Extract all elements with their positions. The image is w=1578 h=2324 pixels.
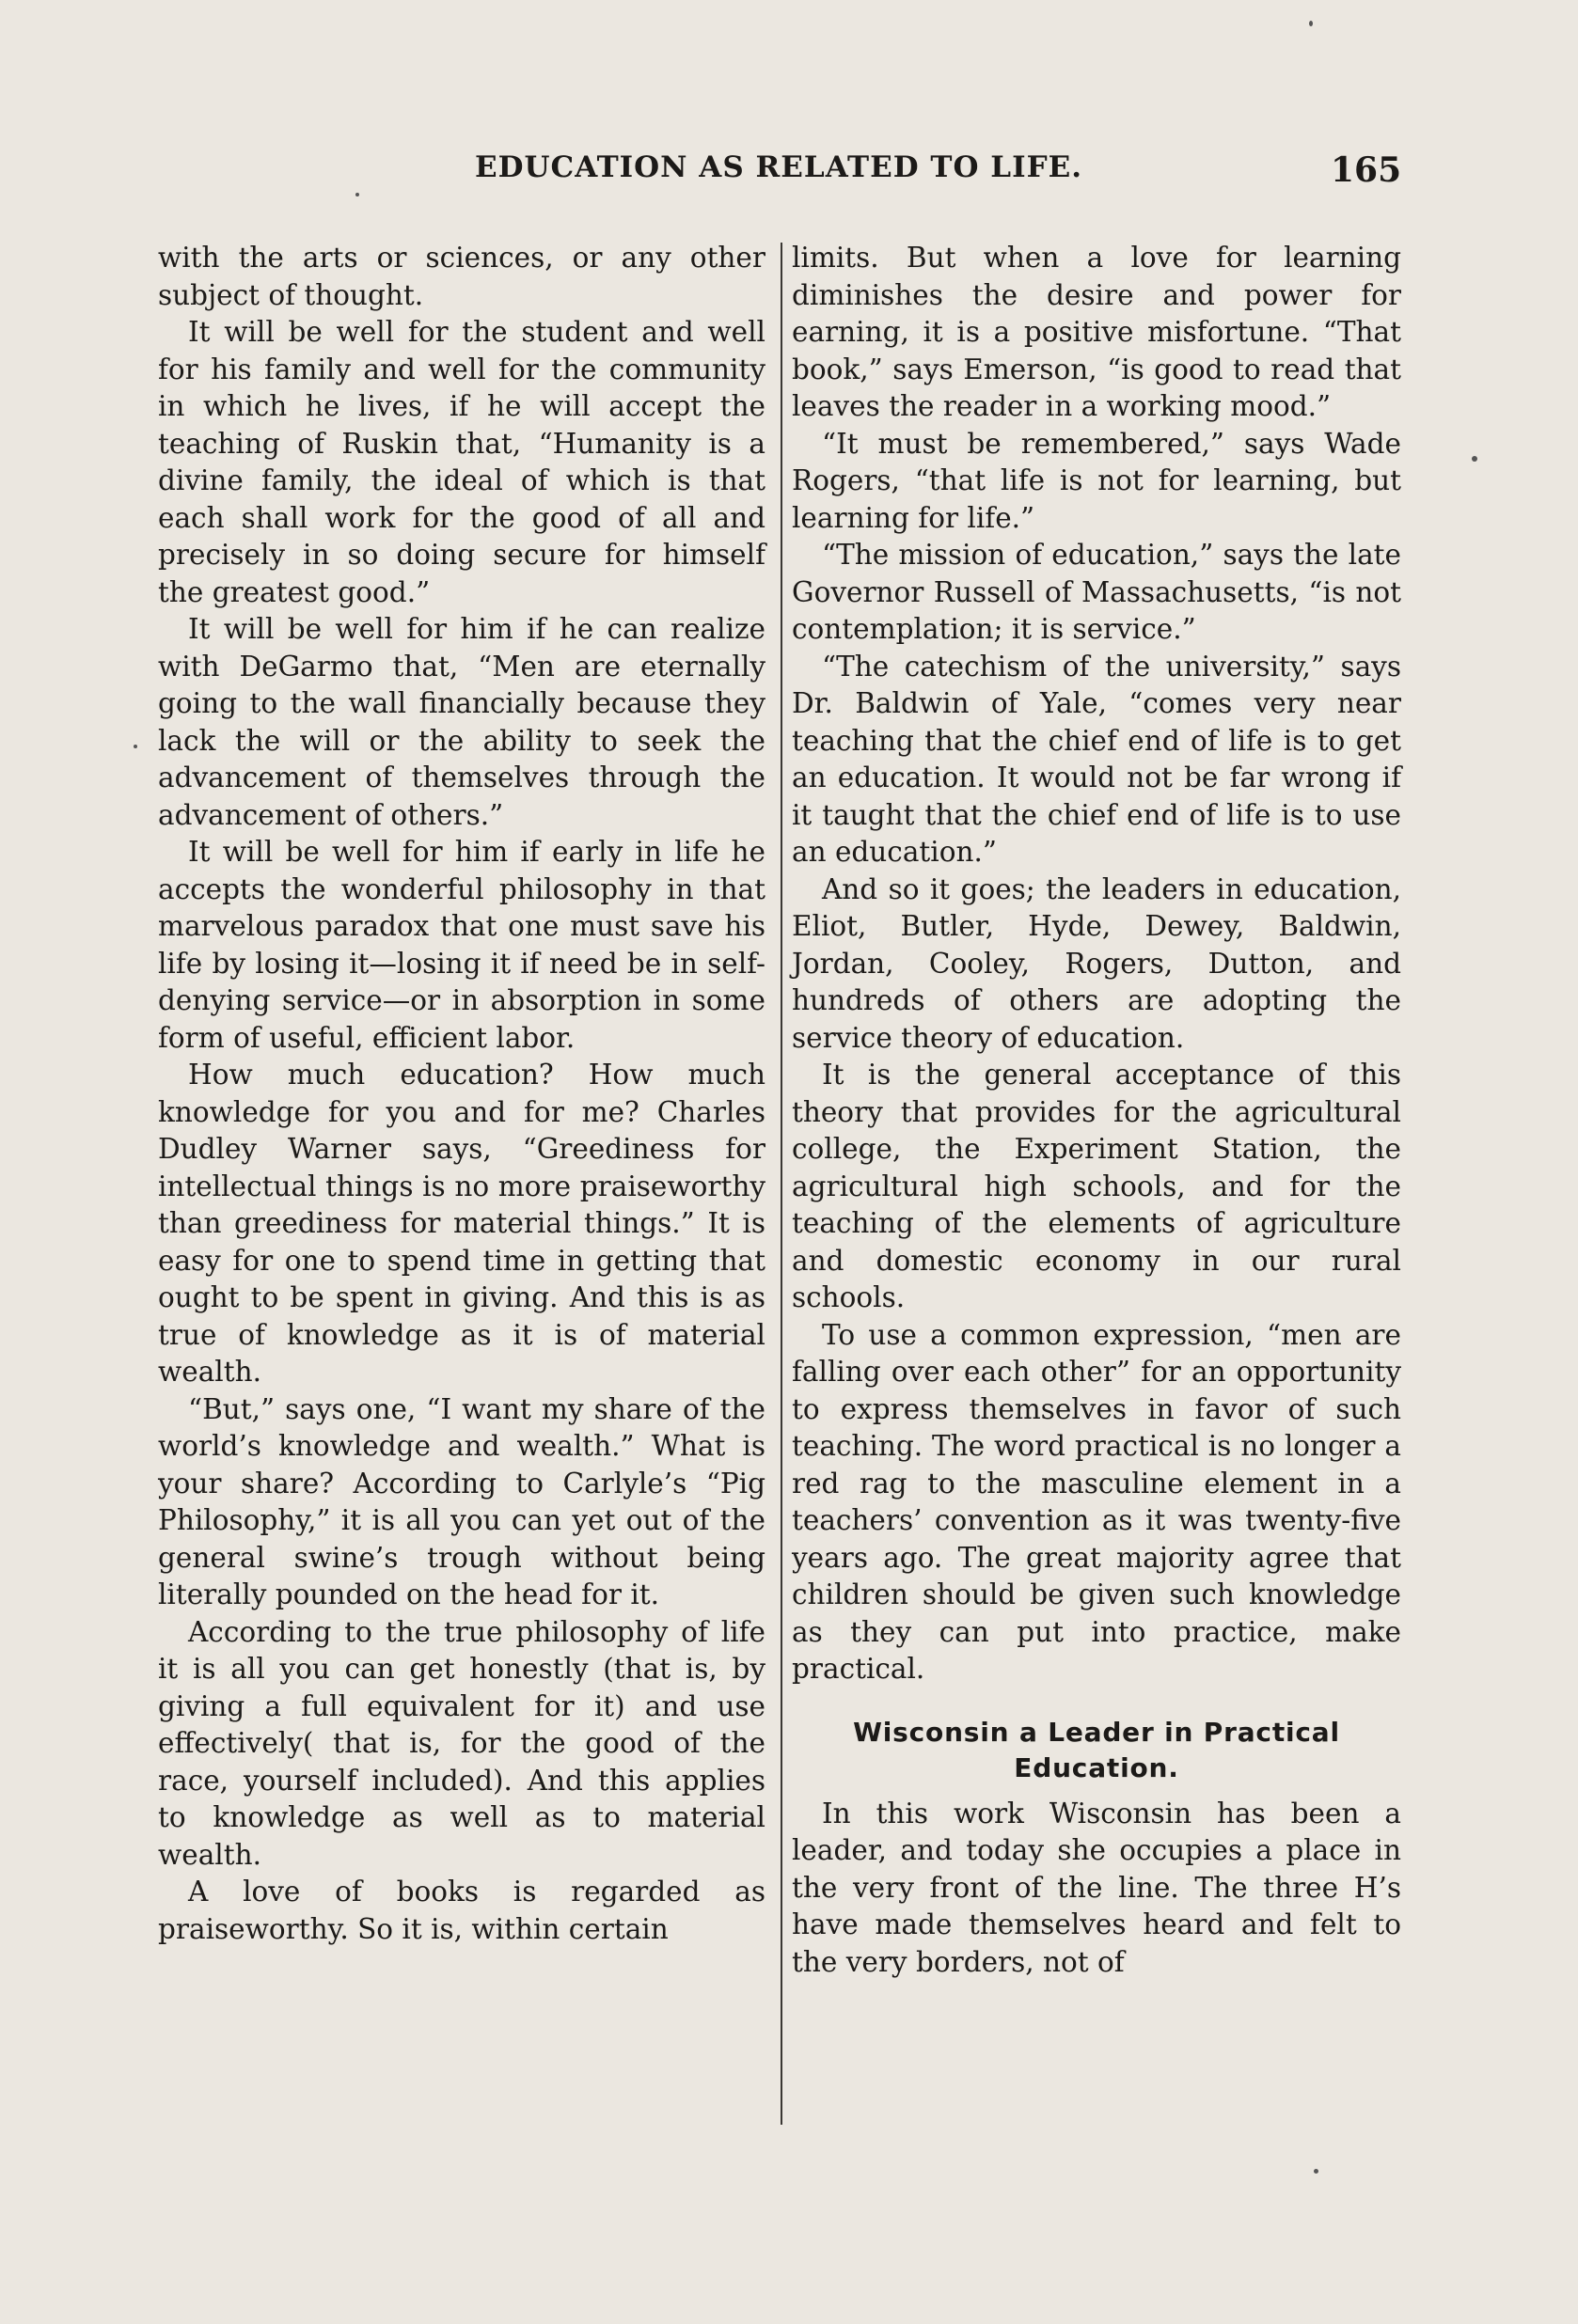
left-column (158, 240, 765, 1948)
print-speck (1314, 2169, 1318, 2174)
left-paragraph-3: It will be well for him if he can realize with DeGarmo that, “Men are eternally going to the wall financially because they lack the will or the ability to seek the advancement of themselves through the advancement of others.” (158, 613, 765, 831)
right-paragraph-3: “The catechism of the university,” says Dr. Baldwin of Yale, “comes very near teaching that the chief end of life is to get an education. It would not be far wrong if it taught that the chief end of life is to use an education.” (792, 650, 1401, 868)
right-column (792, 240, 1401, 1981)
left-paragraph-6: “But,” says one, “I want my share of the world’s knowledge and wealth.” What is your share? According to Carlyle’s “Pig Philosophy,” it is all you can yet out of the general swine’s trough without being literally pounded on the head for it. (158, 1392, 765, 1610)
left-paragraph-4: It will be well for him if early in life he accepts the wonderful philosophy in that marvelous paradox that one must save his life by losing it—losing it if need be in self-denying service—or in absorption in some form of useful, efficient labor. (158, 836, 765, 1054)
left-paragraph-1: with the arts or sciences, or any other subject of thought. (158, 242, 765, 311)
section-heading: Wisconsin a Leader in Practical Education. (853, 1716, 1340, 1783)
page-number: 165 (1331, 150, 1402, 190)
right-paragraph-5: It is the general acceptance of this theory that provides for the agricultural college, the Experiment Station, the agricultural high schools, and for the teaching of the elements of agriculture and domestic economy in our rural schools. (792, 1059, 1401, 1313)
column-divider (781, 243, 782, 2125)
right-paragraph-1: “It must be remembered,” says Wade Rogers, “that life is not for learning, but learning for life.” (792, 427, 1401, 534)
right-paragraph-2: “The mission of education,” says the late Governor Russell of Massachusetts, “is not contemplation; it is service.” (792, 539, 1401, 645)
left-paragraph-8: A love of books is regarded as praiseworthy. So it is, within certain (158, 1876, 765, 1945)
left-paragraph-5: How much education? How much knowledge for you and for me? Charles Dudley Warner says, “Greediness for intellectual things is no more praiseworthy than greediness for material things.” It is easy for one to spend time in getting that ought to be spent in giving. And this is as true of knowledge as it is of material wealth. (158, 1059, 765, 1388)
print-speck (134, 745, 137, 748)
left-paragraph-2: It will be well for the student and well for his family and well for the community in which he lives, if he will accept the teaching of Ruskin that, “Humanity is a divine family, the ideal of which is that each shall work for the good of all and precisely in so doing secure for himself the greatest good.” (158, 316, 765, 608)
running-title: EDUCATION AS RELATED TO LIFE. (475, 150, 1083, 184)
right-paragraph-6: To use a common expression, “men are falling over each other” for an opportunity to express themselves in favor of such teaching. The word practical is no longer a red rag to the masculine element in a teachers’ convention as it was twenty-five years ago. The great majority agree that children should be given such knowledge as they can put into practice, make practical. (792, 1318, 1401, 1685)
right-continuation: limits. But when a love for learning diminishes the desire and power for earning, it is a positive misfortune. “That book,” says Emerson, “is good to read that leaves the reader in a working mood.” (792, 242, 1401, 422)
left-paragraph-7: According to the true philosophy of life it is all you can get honestly (that is, by giving a full equivalent for it) and use effectively( that is, for the good of the race, yourself included). And this applies to knowledge as well as to material wealth. (158, 1615, 765, 1871)
print-speck (1472, 456, 1477, 462)
print-speck (1309, 21, 1313, 26)
print-speck (355, 193, 359, 196)
section-paragraph-1: In this work Wisconsin has been a leader, and today she occupies a place in the very front of the line. The three H’s have made themselves heard and felt to the very borders, not of (792, 1797, 1401, 1978)
right-paragraph-4: And so it goes; the leaders in education, Eliot, Butler, Hyde, Dewey, Baldwin, Jordan, Cooley, Rogers, Dutton, and hundreds of others are adopting the service theory of education. (792, 872, 1401, 1054)
